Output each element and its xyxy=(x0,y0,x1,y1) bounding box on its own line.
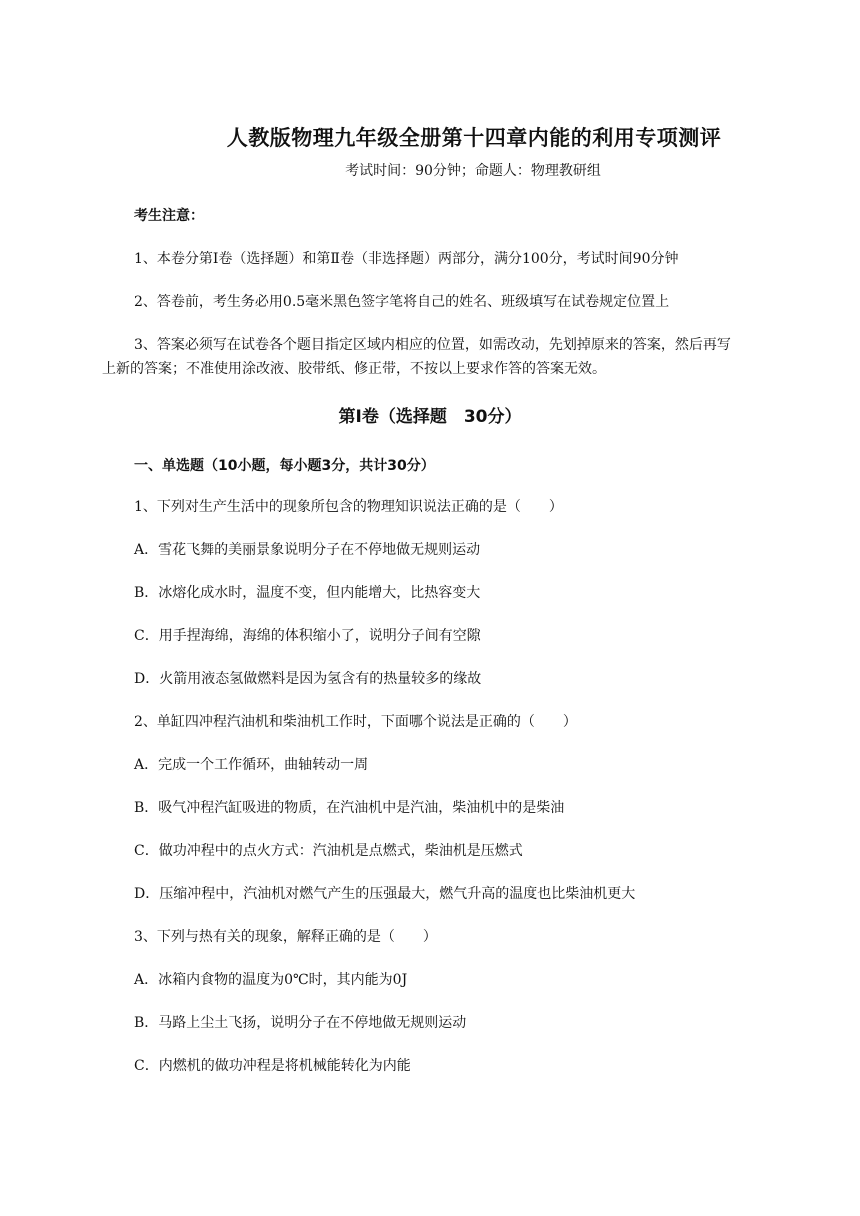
question-2-option-a: A．完成一个工作循环，曲轴转动一周 xyxy=(134,757,369,773)
question-1-stem: 1、下列对生产生活中的现象所包含的物理知识说法正确的是（ ） xyxy=(134,499,563,515)
question-2-stem: 2、单缸四冲程汽油机和柴油机工作时，下面哪个说法是正确的（ ） xyxy=(134,714,577,730)
question-1-option-c: C．用手捏海绵，海绵的体积缩小了，说明分子间有空隙 xyxy=(134,628,481,644)
question-2-option-b: B．吸气冲程汽缸吸进的物质，在汽油机中是汽油，柴油机中的是柴油 xyxy=(134,800,565,816)
question-3-option-b: B．马路上尘土飞扬，说明分子在不停地做无规则运动 xyxy=(134,1015,467,1031)
part-heading: 一、单选题（10小题，每小题3分，共计30分） xyxy=(134,458,435,474)
question-2-option-d: D．压缩冲程中，汽油机对燃气产生的压强最大，燃气升高的温度也比柴油机更大 xyxy=(134,886,636,902)
page-title: 人教版物理九年级全册第十四章内能的利用专项测评 xyxy=(226,126,722,150)
question-3-option-a: A．冰箱内食物的温度为0℃时，其内能为0J xyxy=(134,972,408,988)
question-3-option-c: C．内燃机的做功冲程是将机械能转化为内能 xyxy=(134,1058,411,1074)
notice-item-3-continued: 上新的答案；不准使用涂改液、胶带纸、修正带，不按以上要求作答的答案无效。 xyxy=(102,361,606,377)
section-title: 第Ⅰ卷（选择题 30分） xyxy=(338,407,522,427)
question-1-option-b: B．冰熔化成水时，温度不变，但内能增大，比热容变大 xyxy=(134,585,481,601)
notice-item-1: 1、本卷分第Ⅰ卷（选择题）和第Ⅱ卷（非选择题）两部分，满分100分，考试时间90分钟 xyxy=(134,251,679,267)
notice-item-3: 3、答案必须写在试卷各个题目指定区域内相应的位置，如需改动，先划掉原来的答案，然后再写 xyxy=(134,337,731,353)
question-3-stem: 3、下列与热有关的现象，解释正确的是（ ） xyxy=(134,929,437,945)
page-subtitle: 考试时间：90分钟；命题人：物理教研组 xyxy=(345,163,601,179)
question-1-option-a: A．雪花飞舞的美丽景象说明分子在不停地做无规则运动 xyxy=(134,542,481,558)
notice-item-2: 2、答卷前，考生务必用0.5毫米黑色签字笔将自己的姓名、班级填写在试卷规定位置上 xyxy=(134,294,670,310)
notice-heading: 考生注意： xyxy=(134,208,204,224)
question-1-option-d: D．火箭用液态氢做燃料是因为氢含有的热量较多的缘故 xyxy=(134,671,482,687)
question-2-option-c: C．做功冲程中的点火方式：汽油机是点燃式，柴油机是压燃式 xyxy=(134,843,523,859)
